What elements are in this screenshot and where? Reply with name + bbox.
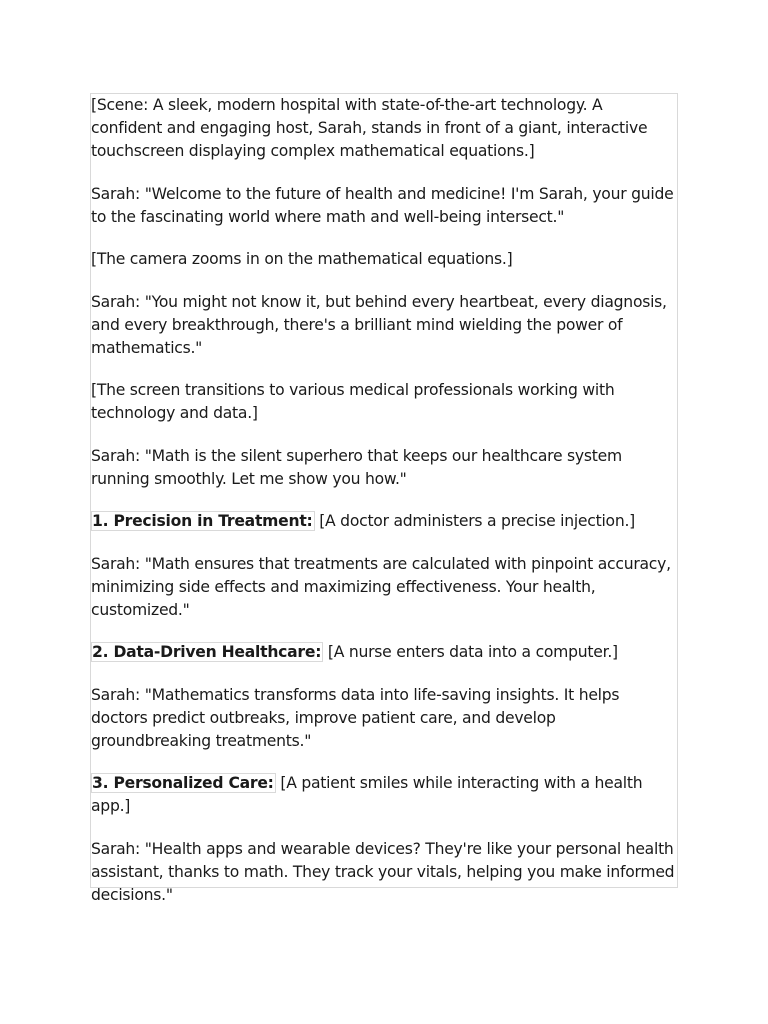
dialogue-line: Sarah: "Math is the silent superhero that keeps our healthcare system running smoothly. Let me show you how." (91, 446, 622, 488)
scene-description: [A patient smiles while interacting with a health app.] (91, 774, 643, 815)
section-paragraph (91, 772, 677, 818)
document-page (90, 93, 678, 904)
scene-description: [Scene: A sleek, modern hospital with state-of-the-art technology. A confident and engaging host, Sarah, stands in front of a giant, interactive touchscreen displaying complex mathematical equations.] (91, 96, 648, 160)
dialogue-line: Sarah: "Health apps and wearable devices? They're like your personal health assistant, thanks to math. They track your vitals, helping you make informed decisions." (91, 839, 675, 904)
scene-description: [The screen transitions to various medical professionals working with technology and data.] (91, 381, 615, 422)
dialogue-line: Sarah: "You might not know it, but behind every heartbeat, every diagnosis, and every breakthrough, there's a brilliant mind wielding the power of mathematics." (91, 292, 667, 357)
scene-description: [A doctor administers a precise injection.] (314, 512, 636, 530)
dialogue-line: Sarah: "Mathematics transforms data into life-saving insights. It helps doctors predict outbreaks, improve patient care, and develop groundbreaking treatments." (91, 685, 620, 750)
section-paragraph (91, 641, 677, 664)
section-paragraph (91, 510, 677, 533)
scene-description: [The camera zooms in on the mathematical equations.] (91, 250, 513, 268)
scene-description: [A nurse enters data into a computer.] (323, 643, 618, 661)
section-heading: 1. Precision in Treatment: (92, 512, 313, 530)
section-heading: 2. Data-Driven Healthcare: (92, 643, 322, 661)
dialogue-line: Sarah: "Welcome to the future of health and medicine! I'm Sarah, your guide to the fascinating world where math and well-being intersect." (91, 184, 674, 226)
section-heading: 3. Personalized Care: (92, 774, 274, 792)
dialogue-line: Sarah: "Math ensures that treatments are calculated with pinpoint accuracy, minimizing side effects and maximizing effectiveness. Your health, customized." (91, 554, 671, 619)
